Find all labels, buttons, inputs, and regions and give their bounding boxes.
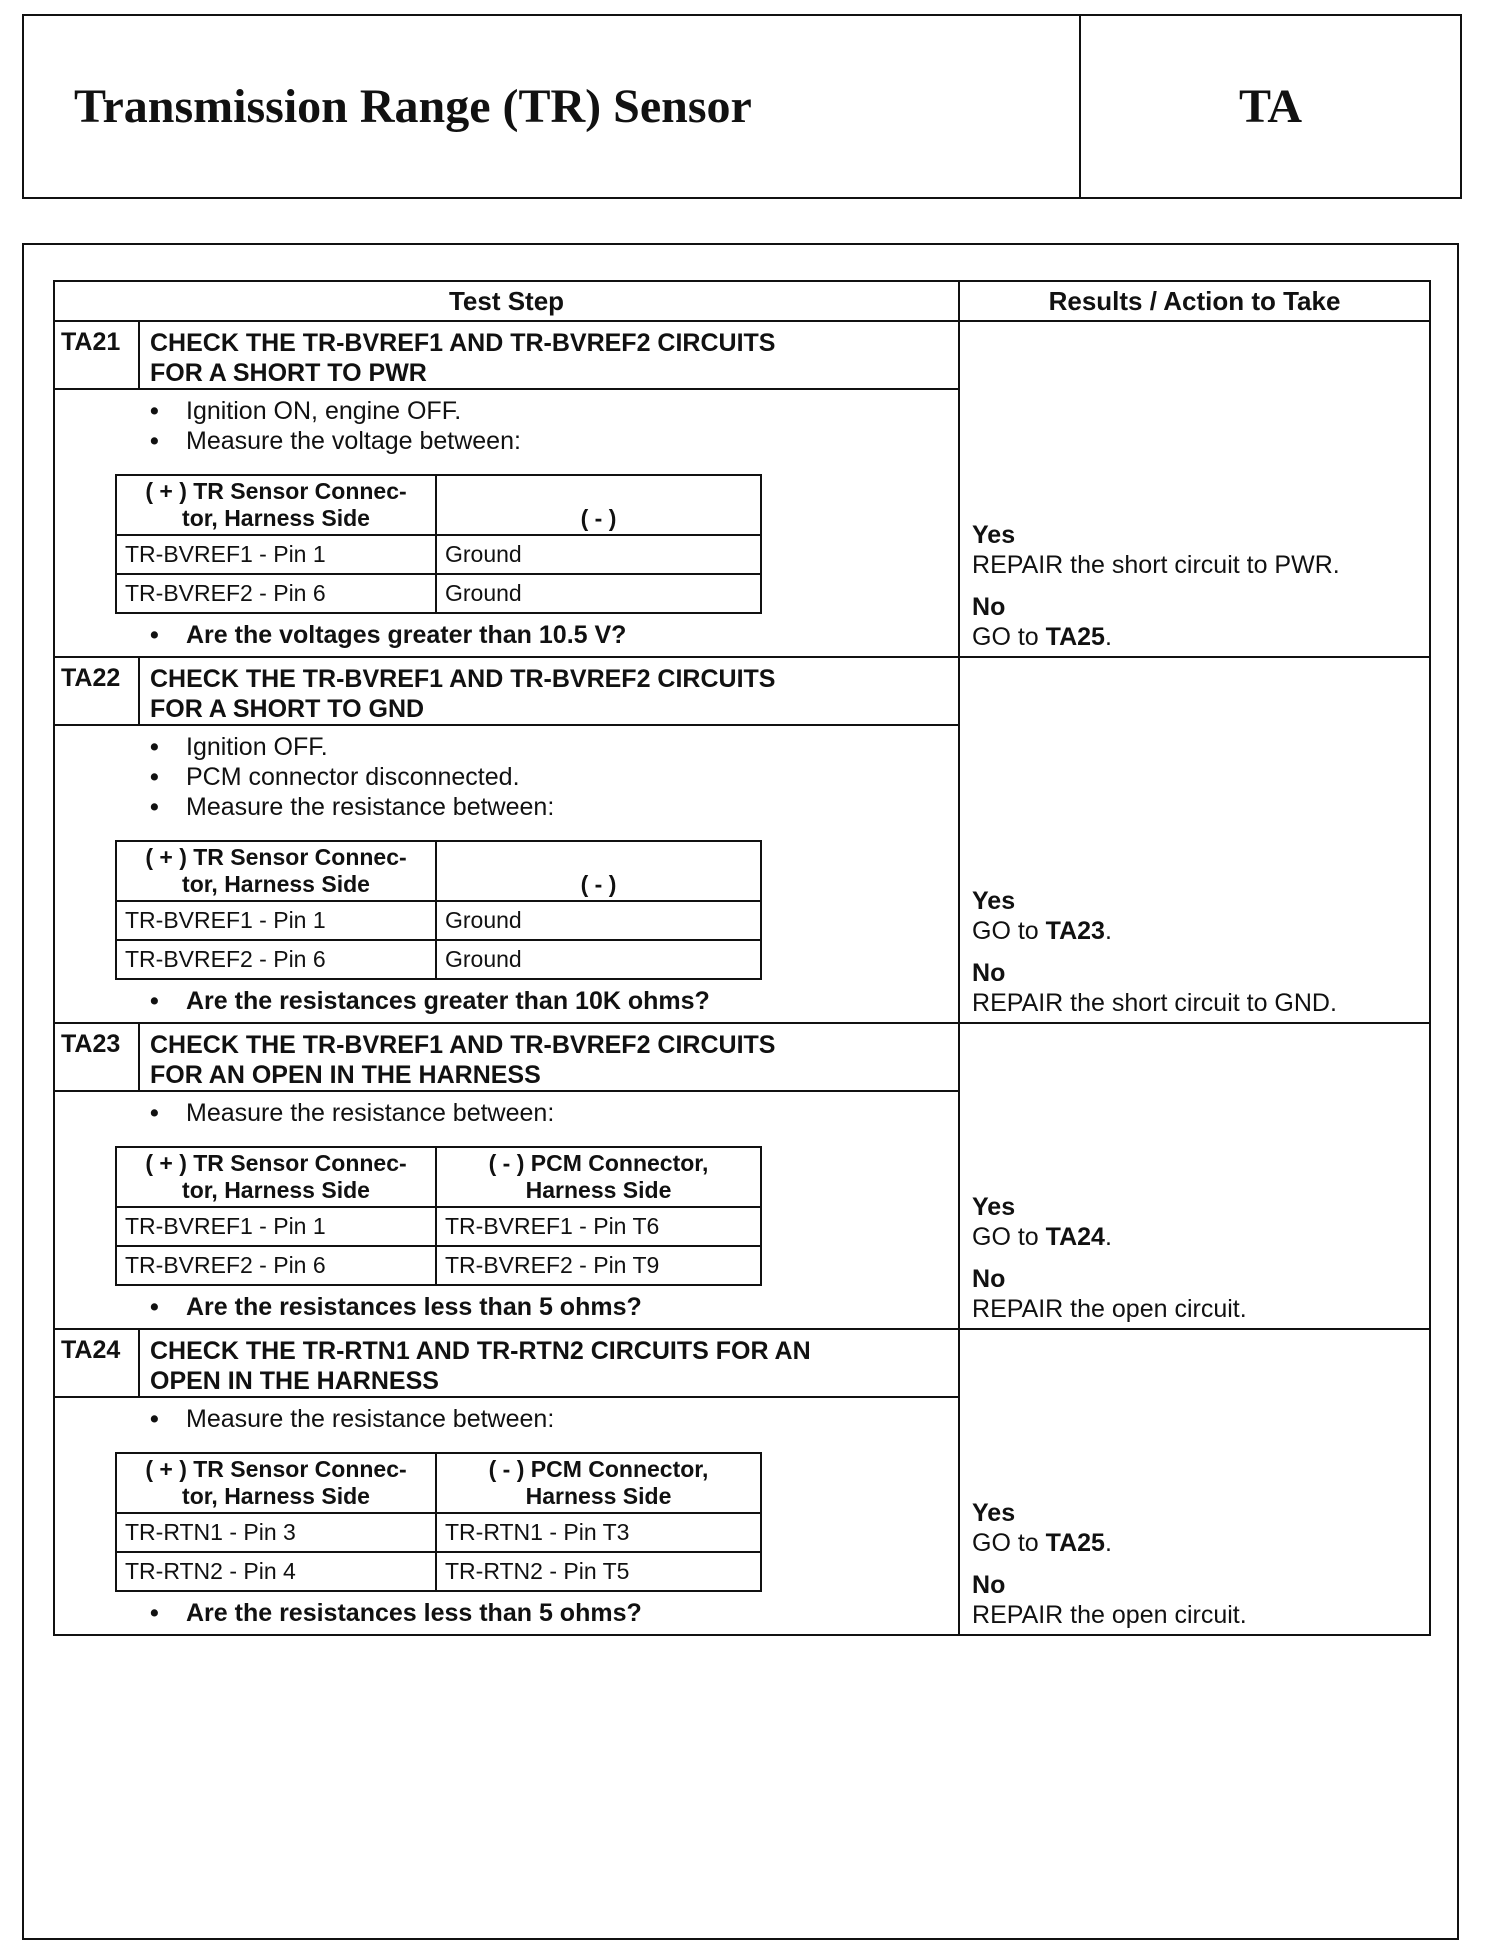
positive-lead-cell: TR-BVREF1 - Pin 1: [116, 1207, 436, 1246]
table-header-row: [54, 281, 1430, 321]
step-reference: TA23: [1045, 917, 1105, 945]
no-label: No: [972, 1571, 1006, 1599]
step-instructions: [150, 1098, 948, 1128]
measurement-row: [116, 535, 761, 574]
step-id: TA21: [54, 321, 139, 389]
instruction-item: • Ignition OFF.: [150, 732, 948, 762]
negative-lead-cell: TR-RTN2 - Pin T5: [436, 1552, 761, 1591]
step-title-line: CHECK THE TR-BVREF1 AND TR-BVREF2 CIRCUITS: [150, 665, 776, 693]
no-label: No: [972, 959, 1006, 987]
step-title: [139, 657, 959, 725]
step-id: TA23: [54, 1023, 139, 1091]
page-header: [22, 14, 1462, 199]
positive-lead-cell: TR-BVREF2 - Pin 6: [116, 940, 436, 979]
instruction-item: • Measure the resistance between:: [150, 1404, 948, 1434]
step-title-line: CHECK THE TR-RTN1 AND TR-RTN2 CIRCUITS FOR AN: [150, 1337, 811, 1365]
no-label: No: [972, 593, 1006, 621]
step-title-line: CHECK THE TR-BVREF1 AND TR-BVREF2 CIRCUITS: [150, 1031, 776, 1059]
step-title-row: [54, 1329, 1430, 1397]
step-title-line: FOR A SHORT TO GND: [150, 695, 425, 723]
step-title-row: [54, 657, 1430, 725]
step-results: [959, 321, 1430, 657]
section-code: TA: [1238, 80, 1303, 133]
step-title: [139, 1329, 959, 1397]
col-header-test-step: Test Step: [54, 281, 959, 321]
positive-lead-cell: TR-BVREF2 - Pin 6: [116, 1246, 436, 1285]
step-title-line: FOR A SHORT TO PWR: [150, 359, 427, 387]
yes-action: REPAIR the short circuit to PWR.: [972, 551, 1340, 579]
instruction-item: • PCM connector disconnected.: [150, 762, 948, 792]
header-text: ( - ): [580, 505, 617, 531]
positive-lead-header: [116, 841, 436, 901]
step-title-line: CHECK THE TR-BVREF1 AND TR-BVREF2 CIRCUITS: [150, 329, 776, 357]
step-reference: TA25: [1045, 1529, 1105, 1557]
positive-lead-header: [116, 475, 436, 535]
negative-lead-header: [436, 1147, 761, 1207]
no-action: REPAIR the short circuit to GND.: [972, 989, 1337, 1017]
measurement-header-row: [116, 1453, 761, 1513]
step-instructions: [150, 1404, 948, 1434]
step-question: • Are the resistances greater than 10K ohms?: [150, 986, 948, 1016]
action-text: GO to: [972, 623, 1046, 651]
measurement-row: [116, 1246, 761, 1285]
measurement-table: [115, 1146, 762, 1286]
action-text: GO to: [972, 917, 1046, 945]
action-text: .: [1104, 1529, 1112, 1557]
step-results: [959, 1023, 1430, 1329]
yes-label: Yes: [972, 887, 1016, 915]
step-question: • Are the resistances less than 5 ohms?: [150, 1598, 948, 1628]
step-results: [959, 1329, 1430, 1635]
positive-lead-cell: TR-BVREF1 - Pin 1: [116, 901, 436, 940]
positive-lead-cell: TR-RTN1 - Pin 3: [116, 1513, 436, 1552]
step-id: TA24: [54, 1329, 139, 1397]
no-action: REPAIR the open circuit.: [972, 1295, 1247, 1323]
yes-action: [972, 1222, 1423, 1252]
positive-lead-cell: TR-BVREF1 - Pin 1: [116, 535, 436, 574]
step-reference: TA24: [1045, 1223, 1105, 1251]
header-text: ( + ) TR Sensor Connec-: [145, 1456, 407, 1482]
negative-lead-header: [436, 1453, 761, 1513]
step-instructions: [150, 396, 948, 456]
col-header-results: Results / Action to Take: [959, 281, 1430, 321]
header-text: tor, Harness Side: [182, 871, 370, 897]
header-text: ( - ): [580, 871, 617, 897]
header-text: tor, Harness Side: [182, 505, 370, 531]
instruction-item: • Ignition ON, engine OFF.: [150, 396, 948, 426]
step-title-row: [54, 321, 1430, 389]
measurement-header-row: [116, 475, 761, 535]
test-step-table: [53, 280, 1431, 1636]
measurement-row: [116, 1513, 761, 1552]
negative-lead-cell: TR-RTN1 - Pin T3: [436, 1513, 761, 1552]
action-text: .: [1104, 917, 1112, 945]
negative-lead-cell: Ground: [436, 940, 761, 979]
step-id: TA22: [54, 657, 139, 725]
no-label: No: [972, 1265, 1006, 1293]
header-text: Harness Side: [525, 1177, 672, 1203]
measurement-header-row: [116, 841, 761, 901]
header-text: ( + ) TR Sensor Connec-: [145, 478, 407, 504]
instruction-item: • Measure the resistance between:: [150, 792, 948, 822]
step-title-line: FOR AN OPEN IN THE HARNESS: [150, 1061, 541, 1089]
no-action: REPAIR the open circuit.: [972, 1601, 1247, 1629]
positive-lead-header: [116, 1453, 436, 1513]
header-text: ( + ) TR Sensor Connec-: [145, 1150, 407, 1176]
measurement-row: [116, 1207, 761, 1246]
measurement-table: [115, 474, 762, 614]
step-title: [139, 1023, 959, 1091]
yes-label: Yes: [972, 1499, 1016, 1527]
step-title-row: [54, 1023, 1430, 1091]
step-body: [54, 725, 959, 1023]
header-text: ( + ) TR Sensor Connec-: [145, 844, 407, 870]
negative-lead-cell: TR-BVREF2 - Pin T9: [436, 1246, 761, 1285]
negative-lead-header: [436, 841, 761, 901]
negative-lead-cell: Ground: [436, 535, 761, 574]
no-action: [972, 622, 1423, 652]
negative-lead-cell: Ground: [436, 901, 761, 940]
positive-lead-cell: TR-RTN2 - Pin 4: [116, 1552, 436, 1591]
header-text: ( - ) PCM Connector,: [488, 1456, 709, 1482]
measurement-header-row: [116, 1147, 761, 1207]
measurement-table: [115, 840, 762, 980]
action-text: .: [1104, 623, 1112, 651]
action-text: GO to: [972, 1529, 1046, 1557]
step-body: [54, 1091, 959, 1329]
step-body: [54, 1397, 959, 1635]
yes-action: [972, 1528, 1423, 1558]
negative-lead-header: [436, 475, 761, 535]
negative-lead-cell: Ground: [436, 574, 761, 613]
step-reference: TA25: [1045, 623, 1105, 651]
step-title-line: OPEN IN THE HARNESS: [150, 1367, 439, 1395]
measurement-row: [116, 574, 761, 613]
instruction-item: • Measure the voltage between:: [150, 426, 948, 456]
yes-label: Yes: [972, 521, 1016, 549]
action-text: GO to: [972, 1223, 1046, 1251]
step-question: • Are the voltages greater than 10.5 V?: [150, 620, 948, 650]
instruction-item: • Measure the resistance between:: [150, 1098, 948, 1128]
measurement-row: [116, 1552, 761, 1591]
action-text: .: [1104, 1223, 1112, 1251]
positive-lead-header: [116, 1147, 436, 1207]
step-question: • Are the resistances less than 5 ohms?: [150, 1292, 948, 1322]
step-body: [54, 389, 959, 657]
page-title: Transmission Range (TR) Sensor: [24, 16, 1081, 197]
step-results: [959, 657, 1430, 1023]
measurement-row: [116, 901, 761, 940]
step-instructions: [150, 732, 948, 822]
header-text: ( - ) PCM Connector,: [488, 1150, 709, 1176]
yes-label: Yes: [972, 1193, 1016, 1221]
negative-lead-cell: TR-BVREF1 - Pin T6: [436, 1207, 761, 1246]
positive-lead-cell: TR-BVREF2 - Pin 6: [116, 574, 436, 613]
step-title: [139, 321, 959, 389]
yes-action: [972, 916, 1423, 946]
measurement-row: [116, 940, 761, 979]
measurement-table: [115, 1452, 762, 1592]
header-text: tor, Harness Side: [182, 1177, 370, 1203]
header-text: Harness Side: [525, 1483, 672, 1509]
header-text: tor, Harness Side: [182, 1483, 370, 1509]
